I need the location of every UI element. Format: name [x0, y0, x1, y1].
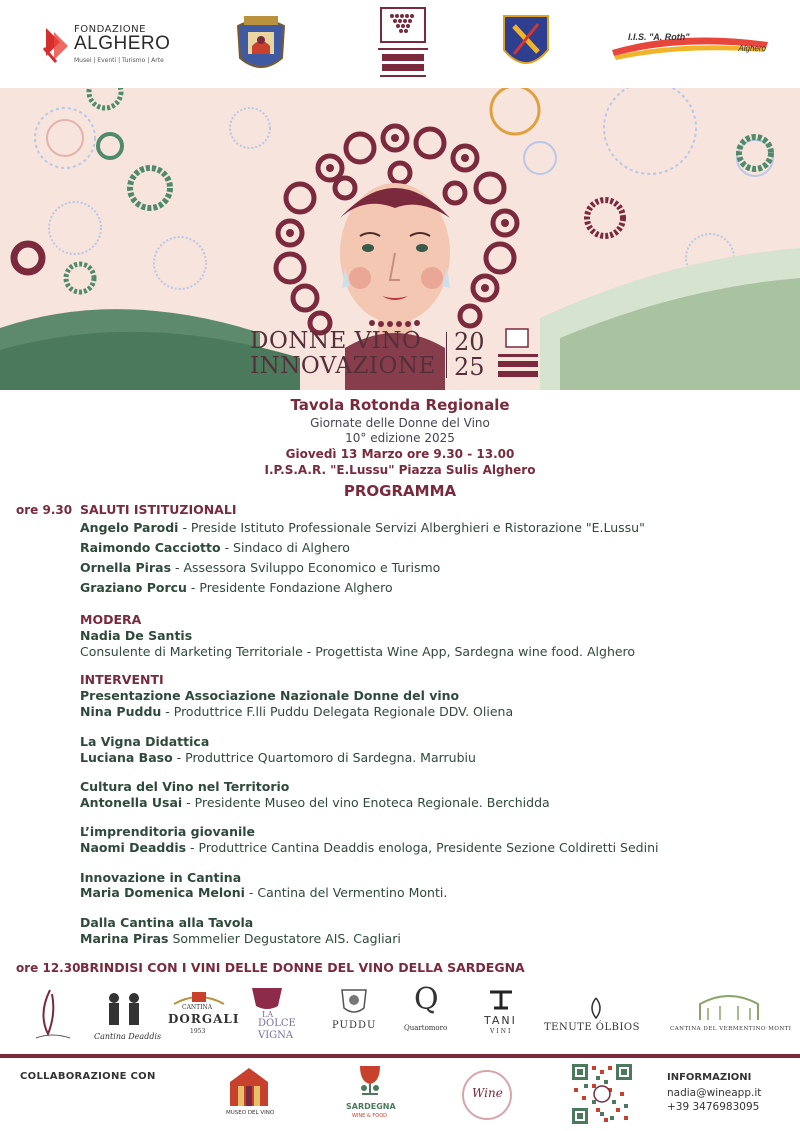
speaker-role: - Assessora Sviluppo Economico e Turismo: [171, 560, 441, 575]
dorgali-year: 1953: [190, 1028, 206, 1035]
collaboration-label: COLLABORAZIONE CON: [20, 1071, 156, 1082]
speaker-role: - Produttrice Quartomoro di Sardegna. Marrubiu: [172, 750, 476, 765]
puddu-label: PUDDU: [332, 1020, 377, 1031]
intervento-speaker: [80, 931, 401, 946]
moderator-role: Consulente di Marketing Territoriale - Progettista Wine App, Sardegna wine food. Alghero: [80, 644, 636, 659]
saluti-item: [80, 520, 645, 535]
roth-city: Alghero: [738, 44, 766, 53]
speaker-name: Maria Domenica Meloni: [80, 885, 245, 900]
intervento-topic: Cultura del Vino nel Territorio: [80, 779, 290, 794]
hero-illustration: [0, 88, 800, 390]
speaker-name: Nina Puddu: [80, 704, 162, 719]
quartomoro-q: Q: [414, 982, 439, 1017]
event-subtitle: Giornate delle Donne del Vino: [310, 416, 490, 430]
wine-app-label: Wine: [472, 1086, 503, 1100]
iis-roth-logo: [610, 24, 770, 64]
info-label: INFORMAZIONI: [667, 1072, 752, 1083]
intervento-speaker: [80, 750, 476, 765]
speaker-role: - Sindaco di Alghero: [220, 540, 350, 555]
speaker-name: Raimondo Cacciotto: [80, 540, 221, 555]
intervento-speaker: [80, 840, 658, 855]
hero-year-top: 20: [454, 328, 485, 356]
sponsor-tenute-olbios: [544, 984, 654, 1046]
tani-sub-label: VINI: [490, 1028, 513, 1035]
program-heading: PROGRAMMA: [343, 482, 457, 500]
fondazione-tagline: Musei | Eventi | Turismo | Arte: [74, 57, 164, 64]
intervento-speaker: [80, 704, 513, 719]
fondazione-label: FONDAZIONE: [74, 24, 146, 35]
intervento-speaker: [80, 795, 550, 810]
intervento-topic: Dalla Cantina alla Tavola: [80, 915, 254, 930]
speaker-name: Graziano Porcu: [80, 580, 187, 595]
event-edition: 10° edizione 2025: [345, 431, 455, 445]
deaddis-label: Cantina Deaddis: [94, 1032, 162, 1041]
hero-title-separator: [446, 332, 447, 378]
event-place: I.P.S.A.R. "E.Lussu" Piazza Sulis Alghero: [264, 463, 536, 477]
hero-title-block: [250, 328, 550, 384]
sponsor-tani: [480, 984, 520, 1046]
interventi-heading: INTERVENTI: [80, 672, 164, 687]
intervento-topic: Innovazione in Cantina: [80, 870, 242, 885]
event-date: Giovedì 13 Marzo ore 9.30 - 13.00: [285, 447, 515, 461]
ipsar-shield-logo: [500, 12, 552, 78]
dolce-vigna-line3: VIGNA: [258, 1030, 294, 1041]
footer: [0, 1058, 800, 1131]
hero-year-bottom: 25: [454, 353, 485, 381]
saluti-item: [80, 560, 440, 575]
time-brindisi: ore 12.30: [16, 961, 81, 975]
modera-heading: MODERA: [80, 612, 142, 627]
intervento-topic: L’imprenditoria giovanile: [80, 824, 256, 839]
sponsor-cantina-vermentino: [670, 984, 792, 1046]
saluti-heading: SALUTI ISTITUZIONALI: [80, 502, 237, 517]
sponsor-quartomoro: [402, 984, 456, 1046]
fondazione-mark-icon: [42, 22, 72, 66]
speaker-role: - Preside Istituto Professionale Servizi Alberghieri e Ristorazione "E.Lussu": [178, 520, 645, 535]
speaker-role: - Presidente Museo del vino Enoteca Regionale. Berchidda: [182, 795, 550, 810]
dolce-vigna-line1: LA: [262, 1010, 274, 1019]
speaker-name: Luciana Baso: [80, 750, 173, 765]
sponsor-la-dolce-vigna: [246, 984, 310, 1046]
hero-title-line2: INNOVAZIONE: [250, 353, 436, 379]
time-saluti: ore 9.30: [16, 503, 73, 517]
partner-logos-header: [0, 0, 800, 92]
quartomoro-label: Quartomoro: [404, 1024, 448, 1032]
alghero-label: ALGHERO: [74, 33, 171, 54]
alghero-city-crest: [230, 12, 292, 78]
info-email-link[interactable]: nadia@wineapp.it: [667, 1087, 762, 1099]
speaker-role: - Produttrice F.lli Puddu Delegata Regionale DDV. Oliena: [161, 704, 514, 719]
speaker-name: Naomi Deaddis: [80, 840, 187, 855]
speaker-name: Antonella Usai: [80, 795, 183, 810]
intervento-topic: Presentazione Associazione Nazionale Donne del vino: [80, 688, 460, 703]
intervento-speaker: [80, 885, 447, 900]
olbios-label: TENUTE ÓLBIOS: [544, 1022, 640, 1033]
wine-app-logo: [462, 1070, 512, 1120]
tani-label: TANI: [484, 1014, 517, 1027]
moderator-name: Nadia De Santis: [80, 628, 193, 643]
sardegna-sub-label: WINE & FOOD: [352, 1113, 387, 1119]
sponsor-logo-script: [30, 984, 76, 1046]
brindisi-heading: BRINDISI CON I VINI DELLE DONNE DEL VINO DELLA SARDEGNA: [80, 960, 525, 975]
winery-sponsors: [0, 984, 800, 1050]
info-phone[interactable]: +39 3476983095: [667, 1101, 760, 1113]
intervento-topic: La Vigna Didattica: [80, 734, 210, 749]
speaker-name: Marina Piras: [80, 931, 169, 946]
dolce-vigna-line2: DOLCE: [258, 1018, 296, 1029]
museo-del-vino-logo: [224, 1064, 274, 1126]
dorgali-label: DORGALI: [168, 1012, 240, 1026]
speaker-role: - Cantina del Vermentino Monti.: [244, 885, 448, 900]
speaker-name: Ornella Piras: [80, 560, 172, 575]
museo-label: MUSEO DEL VINO: [226, 1110, 275, 1116]
hero-title-line1: DONNE VINO: [250, 328, 422, 354]
speaker-role: - Presidente Fondazione Alghero: [186, 580, 393, 595]
speaker-role: Sommelier Degustatore AIS. Cagliari: [168, 931, 401, 946]
fondazione-alghero-logo: [42, 18, 192, 70]
saluti-item: [80, 540, 350, 555]
event-title: Tavola Rotonda Regionale: [290, 396, 510, 414]
event-info: [0, 394, 800, 502]
roth-school-name: I.I.S. "A. Roth": [628, 32, 690, 42]
sponsor-deaddis: [94, 984, 162, 1046]
dorgali-top-label: CANTINA: [182, 1004, 213, 1011]
sponsor-puddu: [330, 984, 380, 1046]
sardegna-wine-food-logo: [344, 1062, 396, 1128]
qr-code[interactable]: [570, 1062, 634, 1126]
saluti-item: [80, 580, 393, 595]
sponsor-dorgali: [166, 984, 240, 1046]
speaker-name: Angelo Parodi: [80, 520, 179, 535]
speaker-role: - Produttrice Cantina Deaddis enologa, Presidente Sezione Coldiretti Sedini: [186, 840, 659, 855]
sardegna-label: SARDEGNA: [346, 1102, 396, 1111]
donne-del-vino-logo: [372, 6, 434, 86]
vermentino-label: CANTINA DEL VERMENTINO·MONTI: [670, 1026, 792, 1032]
